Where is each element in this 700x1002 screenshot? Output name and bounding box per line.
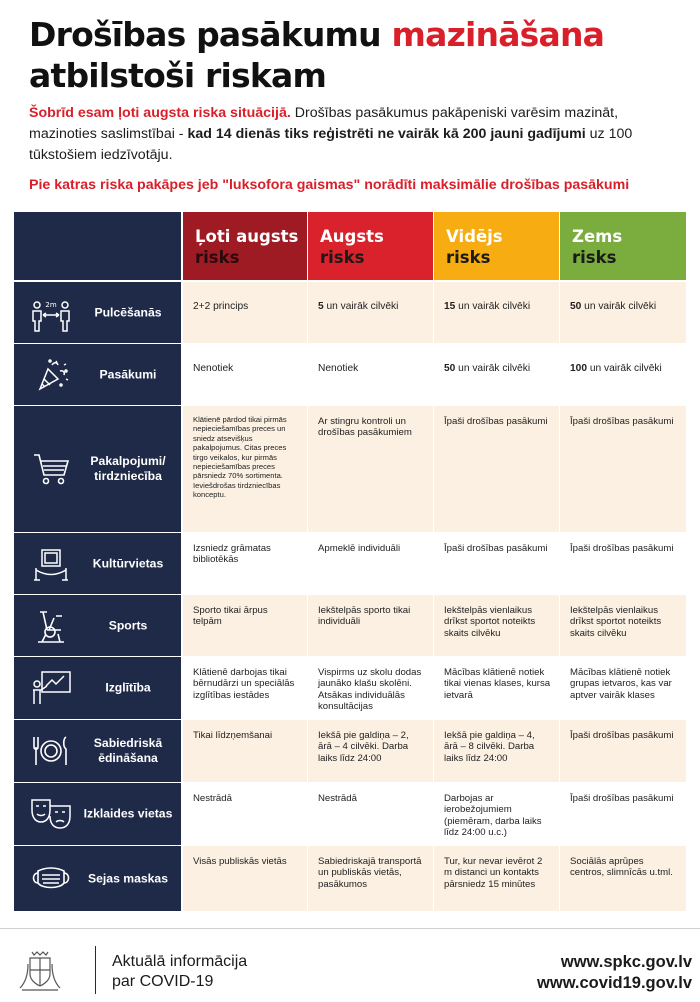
table-cell: Tur, kur nevar ievērot 2 m distanci un kontakts pārsniedz 15 minūtes: [434, 846, 559, 911]
table-cell: Nenotiek: [308, 344, 433, 405]
row-label: Sports: [108, 618, 148, 632]
table-cell: Iekšā pie galdiņa – 2, ārā – 4 cilvēki. Darba laiks līdz 24:00: [308, 720, 433, 782]
row-label-cell: [14, 344, 181, 405]
distance-icon: [28, 293, 74, 333]
header-corner: [14, 212, 181, 280]
header-low-risk: Zems risks: [560, 212, 686, 280]
table-cell: Ar stingru kontroli un drošības pasākumiem: [308, 406, 433, 532]
intro-text-1: Drošības pasākumus pakāpeniski varēsim mazināt, mazinoties saslimstībai -: [29, 105, 619, 142]
row-label-cell: [14, 846, 181, 911]
table-row: [14, 783, 686, 845]
table-cell: 50 un vairāk cilvēki: [434, 344, 559, 405]
footer-info: [112, 952, 247, 992]
table-cell: Iekštelpās vienlaikus drīkst sportot noteikts skaits cilvēku: [434, 595, 559, 656]
table-cell: Darbojas ar ierobežojumiem (piemēram, darba laiks līdz 24:00 u.c.): [434, 783, 559, 845]
header-high-risk: Augsts risks: [308, 212, 433, 280]
table-cell: 2+2 princips: [183, 282, 307, 343]
coat-of-arms-logo: [14, 948, 66, 994]
table-cell: Klātienē pārdod tikai pirmās nepieciešamības preces un sniedz atsevišķus pakalpojumus. Citas preces tirgo veikalos, kur pirmās nepieciešamības preces pārsniedz 70% sortimenta. Ieviešdrošas tirdzniecības konceptu.: [183, 406, 307, 532]
row-label-cell: [14, 533, 181, 594]
row-label-cell: [14, 720, 181, 782]
table-cell: Visās publiskās vietās: [183, 846, 307, 911]
exercise-bike-icon: [28, 606, 74, 646]
table-cell: 100 un vairāk cilvēki: [560, 344, 686, 405]
table-cell: Īpaši drošības pasākumi: [560, 406, 686, 532]
table-row: [14, 406, 686, 532]
footer-urls: [537, 952, 692, 994]
table-row: [14, 595, 686, 656]
title-part-highlight: mazināšana: [391, 15, 605, 54]
page-title: [29, 14, 689, 96]
row-label: Izglītība: [105, 680, 151, 695]
footer-link-covid19[interactable]: www.covid19.gov.lv: [537, 974, 692, 992]
table-cell: Sabiedriskajā transportā un publiskās vietās, pasākumos: [308, 846, 433, 911]
intro-bold: kad 14 dienās tiks reģistrēti ne vairāk kā 200 jauni gadījumi: [187, 126, 586, 142]
table-cell: Īpaši drošības pasākumi: [434, 406, 559, 532]
theater-masks-icon: [28, 794, 74, 834]
table-cell: Iekštelpās vienlaikus drīkst sportot noteikts skaits cilvēku: [560, 595, 686, 656]
table-cell: Īpaši drošības pasākumi: [434, 533, 559, 594]
cutlery-icon: [28, 731, 74, 771]
party-icon: [28, 355, 74, 395]
table-cell: Īpaši drošības pasākumi: [560, 783, 686, 845]
footer-vertical-divider: [95, 946, 96, 994]
footer-link-spkc[interactable]: www.spkc.gov.lv: [560, 953, 692, 971]
header-very-high-risk: Ļoti augsts risks: [183, 212, 307, 280]
table-cell: Īpaši drošības pasākumi: [560, 533, 686, 594]
svg-text:2m: 2m: [45, 300, 57, 309]
table-cell: Vispirms uz skolu dodas jaunāko klašu skolēni. Atsākas individuālās konsultācijas: [308, 657, 433, 719]
table-row: [14, 344, 686, 405]
table-cell: Izsniedz grāmatas bibliotēkās: [183, 533, 307, 594]
table-cell: Nestrādā: [183, 783, 307, 845]
table-cell: Mācības klātienē notiek tikai vienas klases, kursa ietvarā: [434, 657, 559, 719]
row-label-cell: [14, 282, 181, 343]
table-row: [14, 657, 686, 719]
table-cell: Tikai līdzņemšanai: [183, 720, 307, 782]
table-cell: Sporto tikai ārpus telpām: [183, 595, 307, 656]
table-row: [14, 282, 686, 343]
table-cell: 15 un vairāk cilvēki: [434, 282, 559, 343]
table-row: [14, 533, 686, 594]
row-label: Kultūrvietas: [92, 556, 164, 570]
shopping-cart-icon: [28, 449, 74, 489]
table-cell: Iekštelpās sporto tikai individuāli: [308, 595, 433, 656]
museum-icon: [28, 544, 74, 584]
intro-text-2: uz 100 tūkstošiem iedzīvotāju.: [29, 126, 633, 163]
row-label: Pakalpojumi/ tirdzniecība: [90, 454, 166, 483]
footer-info-line-1: Aktuālā informācija: [112, 953, 248, 970]
header-medium-risk: Vidējs risks: [434, 212, 559, 280]
table-row: [14, 846, 686, 911]
intro-paragraph: [29, 103, 679, 166]
face-mask-icon: [28, 859, 74, 899]
subtitle: Pie katras riska pakāpes jeb "luksofora gaismas" norādīti maksimālie drošības pasākumi: [29, 177, 630, 193]
row-label: Sabiedriskā ēdināšana: [93, 736, 163, 765]
table-cell: Klātienē darbojas tikai bērnudārzi un speciālās izglītības iestādes: [183, 657, 307, 719]
row-label: Pasākumi: [99, 367, 157, 381]
title-part-1: Drošības pasākumu: [29, 15, 381, 54]
table-cell: Iekšā pie galdiņa – 4, ārā – 8 cilvēki. Darba laiks līdz 24:00: [434, 720, 559, 782]
table-cell: 5 un vairāk cilvēki: [308, 282, 433, 343]
row-label: Pulcēšanās: [94, 305, 162, 319]
table-cell: Nenotiek: [183, 344, 307, 405]
title-part-2: atbilstoši riskam: [29, 56, 327, 95]
table-cell: 50 un vairāk cilvēki: [560, 282, 686, 343]
table-cell: Sociālās aprūpes centros, slimnīcās u.tml.: [560, 846, 686, 911]
table-row: [14, 720, 686, 782]
row-label: Sejas maskas: [88, 871, 168, 885]
table-cell: Īpaši drošības pasākumi: [560, 720, 686, 782]
row-label-cell: [14, 406, 181, 532]
risk-table: [14, 212, 686, 911]
teacher-icon: [28, 668, 74, 708]
table-cell: Mācības klātienē notiek grupas ietvaros, kas var aptver vairāk klases: [560, 657, 686, 719]
table-cell: Apmeklē individuāli: [308, 533, 433, 594]
row-label-cell: [14, 657, 181, 719]
intro-lead: Šobrīd esam ļoti augsta riska situācijā.: [29, 105, 291, 121]
footer-info-line-2: par COVID-19: [112, 973, 214, 990]
row-label-cell: [14, 783, 181, 845]
row-label: Izklaides vietas: [83, 806, 173, 821]
table-cell: Nestrādā: [308, 783, 433, 845]
footer-divider: [0, 928, 700, 929]
row-label-cell: [14, 595, 181, 656]
